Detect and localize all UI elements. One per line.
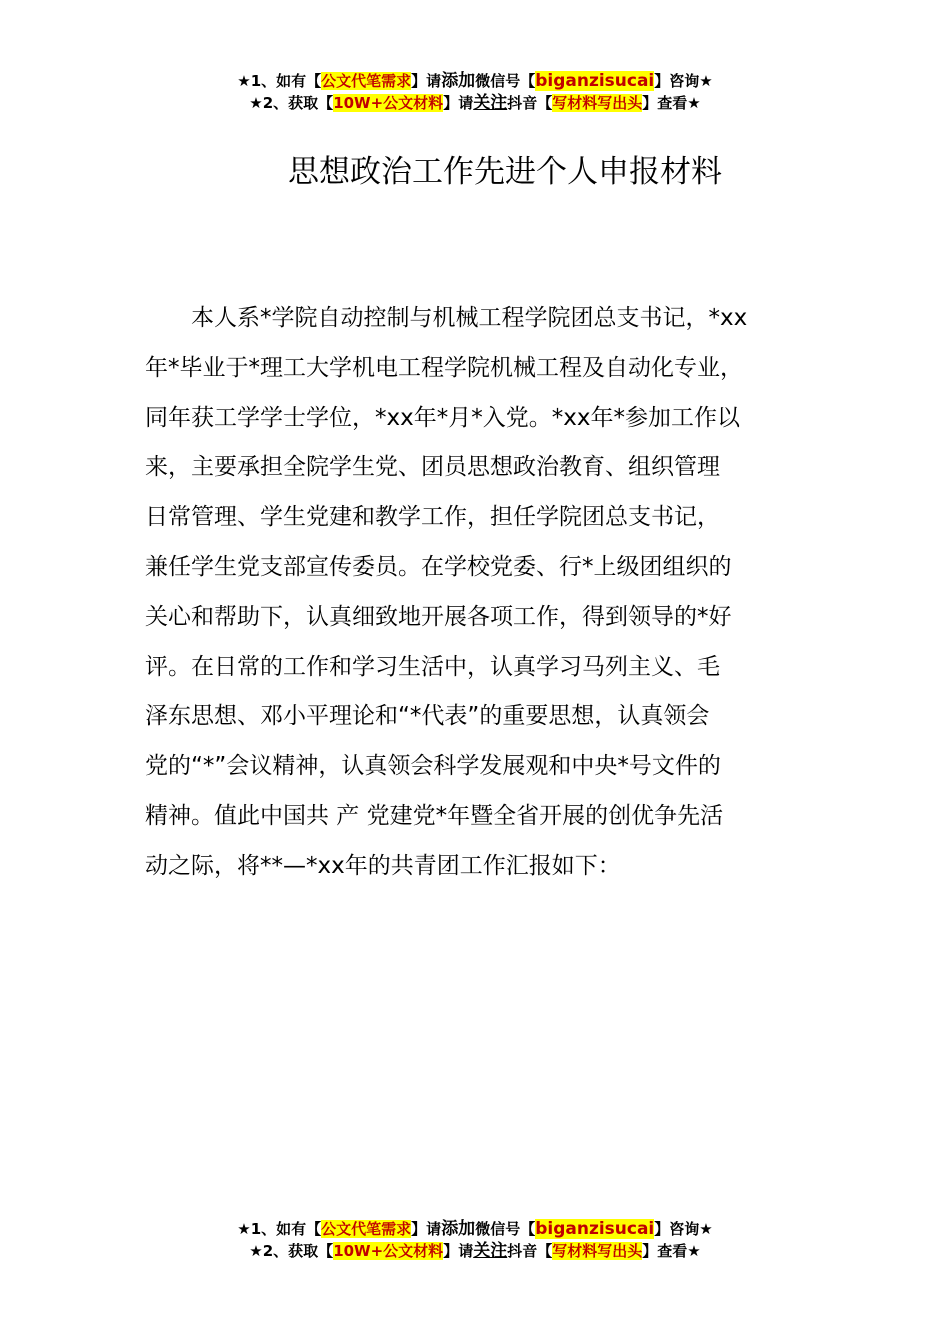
paragraph-line: 本人系*学院自动控制与机械工程学院团总支书记，*xx bbox=[145, 305, 748, 331]
highlight-service: 公文代笔需求 bbox=[321, 72, 412, 90]
highlight-douyin: 写材料写出头 bbox=[552, 1242, 643, 1260]
paragraph-line: 来，主要承担全院学生党、团员思想政治教育、组织管理 bbox=[145, 454, 720, 481]
paragraph-line: 关心和帮助下，认真细致地开展各项工作，得到领导的*好 bbox=[145, 603, 732, 630]
banner-line-2: ★2、获取【10W+公文材料】请关注抖音【写材料写出头】查看★ bbox=[249, 93, 701, 113]
body-paragraph bbox=[145, 294, 835, 892]
banner-line-2: ★2、获取【10W+公文材料】请关注抖音【写材料写出头】查看★ bbox=[249, 1241, 701, 1261]
document-title: 思想政治工作先进个人申报材料 bbox=[288, 154, 722, 190]
paragraph-line: 动之际，将**—*xx年的共青团工作汇报如下： bbox=[145, 852, 621, 879]
paragraph-line: 评。在日常的工作和学习生活中，认真学习马列主义、毛 bbox=[145, 653, 720, 680]
top-banner bbox=[0, 70, 950, 114]
banner-line-1: ★1、如有【公文代笔需求】请添加微信号【biganzisucai】咨询★ bbox=[237, 1219, 713, 1239]
paragraph-line: 精神。值此中国共 产 党建党*年暨全省开展的创优争先活 bbox=[145, 802, 724, 829]
paragraph-line: 党的“*”会议精神，认真领会科学发展观和中央*号文件的 bbox=[145, 753, 721, 780]
bottom-banner bbox=[0, 1218, 950, 1262]
paragraph-line: 泽东思想、邓小平理论和“*代表”的重要思想，认真领会 bbox=[145, 703, 710, 730]
paragraph-line: 日常管理、学生党建和教学工作，担任学院团总支书记， bbox=[145, 504, 720, 531]
highlight-wechat-id: biganzisucai bbox=[535, 71, 655, 91]
highlight-wechat-id: biganzisucai bbox=[535, 1219, 655, 1239]
highlight-materials: 10W+公文材料 bbox=[333, 1242, 444, 1260]
highlight-service: 公文代笔需求 bbox=[321, 1220, 412, 1238]
paragraph-line: 年*毕业于*理工大学机电工程学院机械工程及自动化专业， bbox=[145, 354, 743, 381]
highlight-materials: 10W+公文材料 bbox=[333, 94, 444, 112]
paragraph-line: 同年获工学学士学位，*xx年*月*入党。*xx年*参加工作以 bbox=[145, 404, 740, 431]
banner-line-1: ★1、如有【公文代笔需求】请添加微信号【biganzisucai】咨询★ bbox=[237, 71, 713, 91]
highlight-douyin: 写材料写出头 bbox=[552, 94, 643, 112]
paragraph-line: 兼任学生党支部宣传委员。在学校党委、行*上级团组织的 bbox=[145, 553, 732, 580]
